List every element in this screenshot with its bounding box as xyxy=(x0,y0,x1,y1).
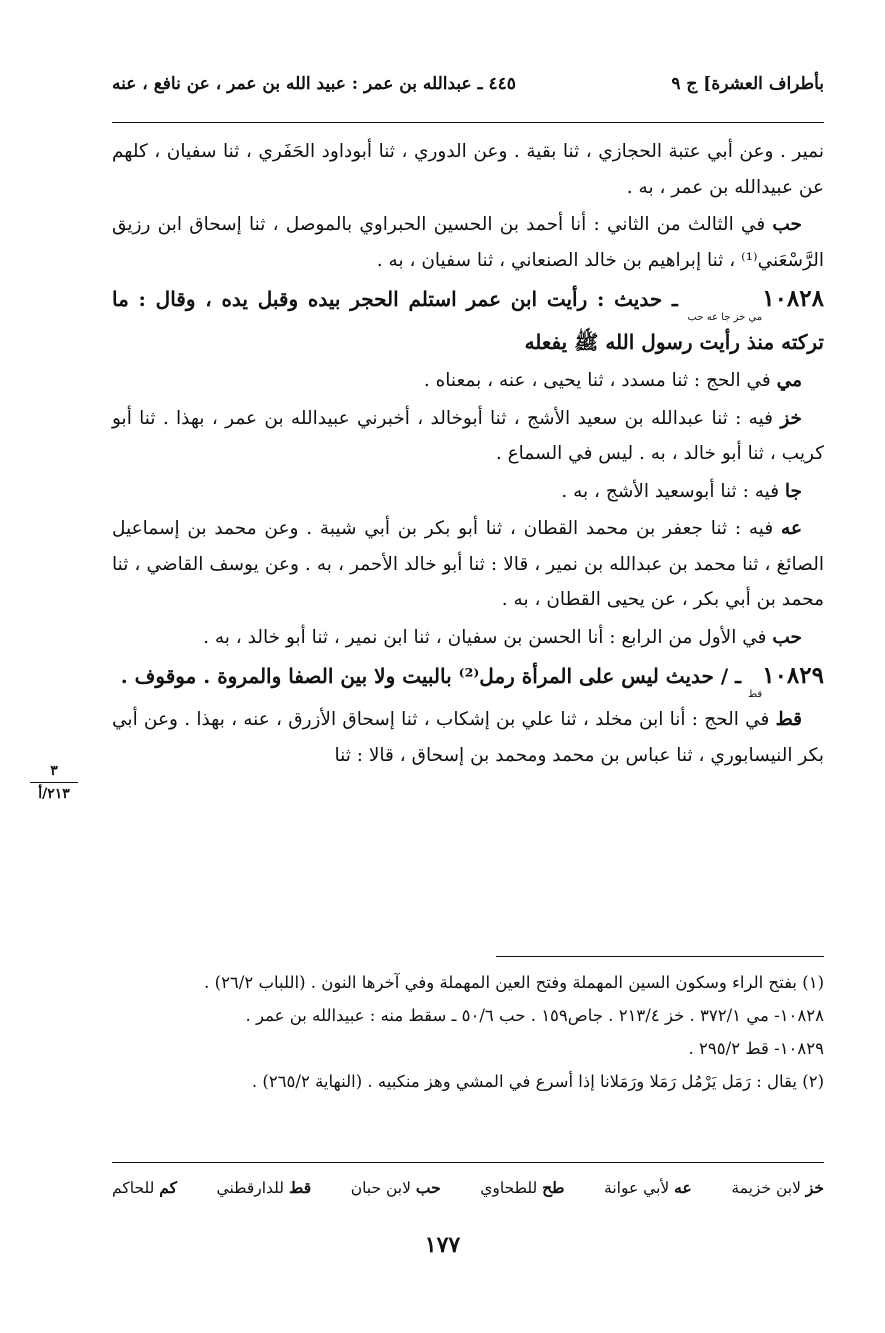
header-volume: بأطراف العشرة] ج ٩ xyxy=(671,74,824,94)
source-code: عه xyxy=(781,518,802,539)
paragraph-text: نمير . وعن أبي عتبة الحجازي ، ثنا بقية . وعن الدوري ، ثنا أبوداود الحَفَري ، ثنا سفيان ، كلهم عن عبيدالله بن عمر ، به . xyxy=(112,141,824,198)
hadith-number: ١٠٨٢٩ xyxy=(762,662,824,689)
paragraph xyxy=(112,511,824,618)
hadith-number: ١٠٨٢٨ xyxy=(762,285,824,312)
abbreviation-key xyxy=(112,1178,824,1197)
paragraph-text: في الأول من الرابع : أنا الحسن بن سفيان ، ثنا ابن نمير ، ثنا أبو خالد ، به . xyxy=(203,626,773,648)
hadith-source-codes: قط xyxy=(747,689,763,700)
footnote: (٢) يقال : رَمَل يَرْمُل رَمَلا ورَمَلانا إذا أسرع في المشي وهز منكبيه . (النهاية ٢٦٥/٢) . xyxy=(251,1072,824,1091)
page-number: ١٧٧ xyxy=(424,1232,461,1258)
hadith-heading xyxy=(112,657,824,700)
abbreviation-item: قط للدارقطني xyxy=(216,1178,312,1197)
footnotes xyxy=(112,966,824,1098)
header-rule xyxy=(112,122,824,123)
hadith-text: ـ / حديث ليس على المرأة رمل⁽²⁾ بالبيت ولا بين الصفا والمروة . موقوف . xyxy=(120,664,748,688)
footnote-separator xyxy=(496,956,824,957)
source-code: خز xyxy=(780,407,802,429)
abbreviation-item: عه لأبي عوانة xyxy=(604,1178,692,1197)
source-code: حب xyxy=(772,626,802,648)
main-text xyxy=(112,134,824,775)
paragraph-text: فيه : ثنا جعفر بن محمد القطان ، ثنا أبو بكر بن أبي شيبة . وعن محمد بن إسماعيل الصائغ ، ثنا محمد بن عبدالله بن نمير ، قالا : ثنا أبو خالد الأحمر ، به . وعن يوسف القاضي ، ثنا محمد بن أبي بكر ، عن يحيى القطان ، به . xyxy=(112,518,824,610)
abbreviation-item: خز لابن خزيمة xyxy=(731,1178,824,1197)
footnote: (١) بفتح الراء وسكون السين المهملة وفتح العين المهملة وفي آخرها النون . (اللباب ٢٦/٢) . xyxy=(204,973,824,992)
footnote: ١٠٨٢٨- مي ٣٧٢/١ . خز ٢١٣/٤ . جاص١٥٩ . حب ٥٠/٦ ـ سقط منه : عبيدالله بن عمر . xyxy=(245,1006,824,1025)
paragraph-text: في الحج : أنا ابن مخلد ، ثنا علي بن إشكاب ، ثنا إسحاق الأزرق ، عنه ، بهذا . وعن أبي بكر النيسابوري ، ثنا عباس بن محمد ومحمد بن إسحاق ، قالا : ثنا xyxy=(112,709,824,766)
hadith-text: ـ حديث : رأيت ابن عمر استلم الحجر بيده وقبل يده ، وقال : ما تركته منذ رأيت رسول الله ﷺ يفعله xyxy=(112,287,824,354)
paragraph xyxy=(112,134,824,205)
paragraph-text: فيه : ثنا أبوسعيد الأشج ، به . xyxy=(561,480,785,502)
source-code: جا xyxy=(784,480,802,502)
paragraph xyxy=(112,474,824,510)
paragraph-text: في الثالث من الثاني : أنا أحمد بن الحسين الحبراوي بالموصل ، ثنا إسحاق ابن رزيق الرَّسْعَني⁽¹⁾ ، ثنا إبراهيم بن خالد الصنعاني ، ثنا سفيان ، به . xyxy=(112,214,824,271)
abbreviation-item: حب لابن حبان xyxy=(350,1178,441,1197)
folio-bottom: ٢١٣/أ xyxy=(38,786,70,802)
source-code: حب xyxy=(772,214,802,235)
paragraph xyxy=(112,363,824,399)
paragraph xyxy=(112,207,824,278)
source-code: مي xyxy=(776,370,802,391)
paragraph xyxy=(112,620,824,656)
paragraph xyxy=(112,702,824,773)
abbreviation-item: طح للطحاوي xyxy=(480,1178,565,1197)
header-chapter: ٤٤٥ ـ عبدالله بن عمر : عبيد الله بن عمر ، عن نافع ، عنه xyxy=(112,74,516,94)
abbreviation-item: كم للحاكم xyxy=(112,1178,177,1197)
footer-rule xyxy=(112,1162,824,1163)
source-code: قط xyxy=(775,709,802,730)
hadith-source-codes: مي خز جا عه حب xyxy=(687,312,763,323)
footnote: ١٠٨٢٩- قط ٢٩٥/٢ . xyxy=(688,1039,824,1058)
manuscript-folio-note xyxy=(22,762,86,803)
paragraph-text: فيه : ثنا عبدالله بن سعيد الأشج ، ثنا أبوخالد ، أخبرني عبيدالله بن عمر ، بهذا . ثنا أبو كريب ، ثنا أبو خالد ، به . ليس في السماع . xyxy=(112,407,824,464)
folio-top: ٣ xyxy=(50,763,58,779)
running-header xyxy=(112,72,824,106)
paragraph xyxy=(112,401,824,472)
paragraph-text: في الحج : ثنا مسدد ، ثنا يحيى ، عنه ، بمعناه . xyxy=(423,370,777,391)
hadith-heading xyxy=(112,280,824,361)
folio-divider xyxy=(30,782,78,783)
